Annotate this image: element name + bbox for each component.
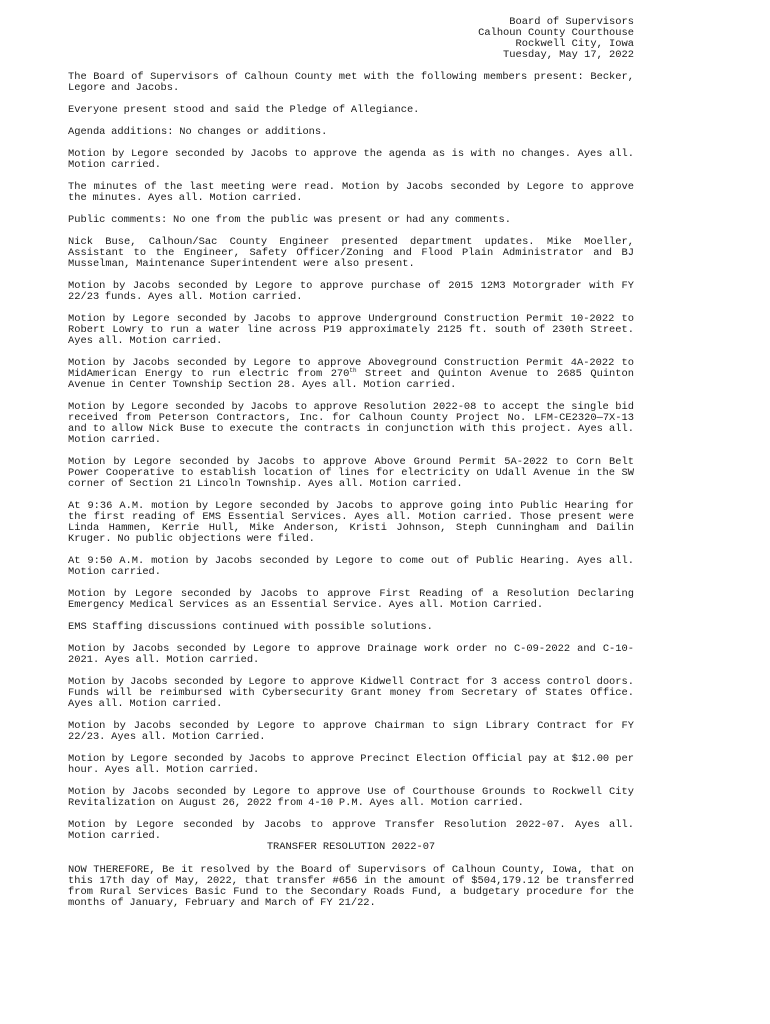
paragraph-public-hearing-close: At 9:50 A.M. motion by Jacobs seconded by Legore to come out of Public Hearing. Ayes all. Motion carried. bbox=[68, 555, 634, 578]
paragraph-agenda-additions: Agenda additions: No changes or additions. bbox=[68, 126, 328, 138]
paragraph-agenda-motion: Motion by Legore seconded by Jacobs to approve the agenda as is with no changes. Ayes all. Motion carried. bbox=[68, 148, 634, 171]
permit-text-before: Motion by Jacobs seconded by Legore to approve Aboveground Construction Permit 4A-2022 to MidAmerican Energy to run electric from 270 bbox=[68, 357, 634, 380]
document-page bbox=[68, 17, 634, 920]
resolution-title: TRANSFER RESOLUTION 2022-07 bbox=[266, 841, 436, 853]
paragraph-ems-first-reading: Motion by Legore seconded by Jacobs to approve First Reading of a Resolution Declaring Emergency Medical Services as an Essential Service. Ayes all. Motion Carried. bbox=[68, 588, 634, 611]
paragraph-public-hearing-open: At 9:36 A.M. motion by Legore seconded by Jacobs to approve going into Public Hearing for the first reading of EMS Essential Services. Ayes all. Motion carried. Those present were Linda Hammen, Kerrie Hull, Mike Anderson, Kristi Johnson, Steph Cunningham and Dailin Kruger. No public objections were filed. bbox=[68, 500, 634, 545]
paragraph-library-contract: Motion by Jacobs seconded by Legore to approve Chairman to sign Library Contract for FY 22/23. Ayes all. Motion Carried. bbox=[68, 720, 634, 743]
header-date: Tuesday, May 17, 2022 bbox=[503, 49, 634, 61]
paragraph-motorgrader: Motion by Jacobs seconded by Legore to approve purchase of 2015 12M3 Motorgrader with FY 22/23 funds. Ayes all. Motion carried. bbox=[68, 280, 634, 303]
paragraph-courthouse-grounds: Motion by Jacobs seconded by Legore to approve Use of Courthouse Grounds to Rockwell City Revitalization on August 26, 2022 from 4-10 P.M. Ayes all. Motion carried. bbox=[68, 786, 634, 809]
paragraph-corn-belt-permit: Motion by Legore seconded by Jacobs to approve Above Ground Permit 5A-2022 to Corn Belt Power Cooperative to establish location of lines for electricity on Udall Avenue in the SW corner of Section 21 Lincoln Township. Ayes all. Motion carried. bbox=[68, 456, 634, 490]
paragraph-aboveground-permit bbox=[68, 358, 634, 391]
paragraph-attendance: The Board of Supervisors of Calhoun County met with the following members present: Becker, Legore and Jacobs. bbox=[68, 71, 634, 94]
document-header bbox=[68, 17, 634, 61]
paragraph-resolution-2022-08: Motion by Legore seconded by Jacobs to approve Resolution 2022-08 to accept the single bid received from Peterson Contractors, Inc. for Calhoun County Project No. LFM-CE2320—7X-13 and to allow Nick Buse to execute the contracts in conjunction with this project. Ayes all. Motion carried. bbox=[68, 401, 634, 446]
header-courthouse: Calhoun County Courthouse bbox=[478, 27, 634, 39]
permit-text-after: Street and Quinton Avenue to 2685 Quinton Avenue in Center Township Section 28. Ayes all. Motion carried. bbox=[68, 368, 634, 391]
permit-superscript: th bbox=[349, 367, 357, 374]
paragraph-minutes: The minutes of the last meeting were read. Motion by Jacobs seconded by Legore to approve the minutes. Ayes all. Motion carried. bbox=[68, 181, 634, 204]
paragraph-election-pay: Motion by Legore seconded by Jacobs to approve Precinct Election Official pay at $12.00 per hour. Ayes all. Motion carried. bbox=[68, 753, 634, 776]
header-board-name: Board of Supervisors bbox=[509, 16, 634, 28]
header-city: Rockwell City, Iowa bbox=[515, 38, 634, 50]
paragraph-public-comments: Public comments: No one from the public was present or had any comments. bbox=[68, 214, 511, 226]
paragraph-pledge: Everyone present stood and said the Pledge of Allegiance. bbox=[68, 104, 420, 116]
paragraph-underground-permit: Motion by Legore seconded by Jacobs to approve Underground Construction Permit 10-2022 to Robert Lowry to run a water line across P19 approximately 2125 ft. south of 230th Street. Ayes all. Motion carried. bbox=[68, 313, 634, 347]
paragraph-drainage-work-order: Motion by Jacobs seconded by Legore to approve Drainage work order no C-09-2022 and C-10-2021. Ayes all. Motion carried. bbox=[68, 643, 634, 666]
paragraph-kidwell-contract: Motion by Jacobs seconded by Legore to approve Kidwell Contract for 3 access control doors. Funds will be reimbursed with Cybersecurity Grant money from Secretary of States Office. Ayes all. Motion carried. bbox=[68, 676, 634, 710]
paragraph-engineer-updates: Nick Buse, Calhoun/Sac County Engineer presented department updates. Mike Moeller, Assistant to the Engineer, Safety Officer/Zoning and Flood Plain Administrator and BJ Musselman, Maintenance Superintendent were also present. bbox=[68, 236, 634, 270]
paragraph-ems-staffing: EMS Staffing discussions continued with possible solutions. bbox=[68, 621, 433, 633]
paragraph-resolution-text: NOW THEREFORE, Be it resolved by the Board of Supervisors of Calhoun County, Iowa, that on this 17th day of May, 2022, that transfer #656 in the amount of $504,179.12 be transferred from Rural Services Basic Fund to the Secondary Roads Fund, a budgetary procedure for the months of January, February and March of FY 21/22. bbox=[68, 864, 634, 909]
paragraph-transfer-motion: Motion by Legore seconded by Jacobs to approve Transfer Resolution 2022-07. Ayes all. Motion carried. bbox=[68, 819, 634, 842]
